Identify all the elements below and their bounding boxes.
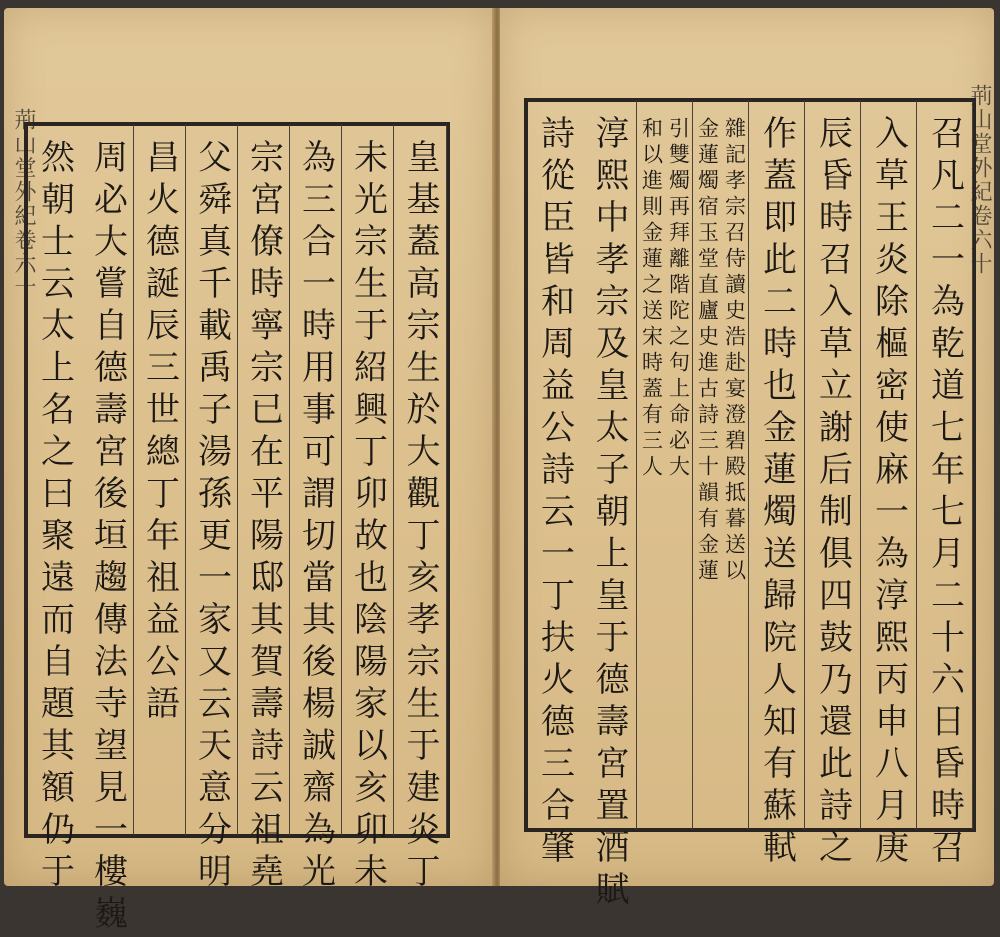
left-column-2 [342,125,394,895]
left-column-5-text: 父舜真千載禹子湯孫更一家又云天意分明 [191,139,232,895]
right-column-3 [805,101,861,871]
annotation-line-2: 金蓮燭宿玉堂直廬史進古詩三十韻有金蓮 [695,117,720,585]
right-column-2-text: 入草王炎除樞密使麻一為淳熙丙申八月庚 [868,115,909,871]
annotation-line-1: 雜記孝宗召侍讀史浩赴宴澄碧殿抵暮送以 [722,117,747,585]
right-title-strip: 荊山堂外紀卷六十 [967,84,992,276]
left-column-8-text: 然朝士云太上名之曰聚遠而自題其額仍于 [34,139,75,895]
right-column-4 [749,101,805,871]
left-column-6-text: 昌火德誕辰三世總丁年祖益公語 [139,139,180,727]
right-column-7-text: 淳熙中孝宗及皇太子朝上皇于德壽宮置酒賦 [589,115,629,913]
right-column-4-text: 作蓋即此二時也金蓮燭送歸院人知有蘇軾 [756,115,797,871]
left-column-7-text: 周必大嘗自德壽宮後垣趨傳法寺望見一樓巍 [87,139,128,937]
right-text-frame [524,98,976,913]
right-column-8-text: 詩從臣皆和周益公詩云一丁扶火德三合肇 [534,115,575,871]
left-column-2-text: 未光宗生于紹興丁卯故也陰陽家以亥卯未 [347,139,388,895]
left-column-8 [27,125,82,895]
left-column-6 [134,125,186,835]
right-column-1 [917,101,973,871]
annotation-line-3: 引雙燭再拜離階陀之句上命必大 [666,117,691,481]
right-column-5-annotation [693,101,749,829]
right-column-2 [861,101,917,871]
left-column-4 [238,125,290,895]
left-column-1-text: 皇基蓋高宗生於大觀丁亥孝宗生于建炎丁 [400,139,440,895]
left-column-3 [290,125,342,895]
right-column-6-annotation [637,101,693,829]
right-column-8 [527,101,582,871]
left-column-7 [82,125,134,937]
annotation-line-4: 和以進則金蓮之送宋時蓋有三人 [639,117,664,481]
left-column-3-text: 為三合一時用事可謂切當其後楊誠齋為光 [295,139,336,895]
right-column-7 [582,101,637,913]
left-column-1 [394,125,447,895]
left-column-5 [186,125,238,895]
right-column-1-text: 召凡二一為乾道七年七月二十六日昏時召 [924,115,965,871]
left-text-frame [24,122,450,937]
left-title-strip: 荊山堂外紀卷六十 [11,108,36,300]
left-column-4-text: 宗宮僚時寧宗已在平陽邸其賀壽詩云祖堯 [243,139,284,895]
right-column-3-text: 辰昏時召入草立謝后制俱四鼓乃還此詩之 [812,115,853,871]
